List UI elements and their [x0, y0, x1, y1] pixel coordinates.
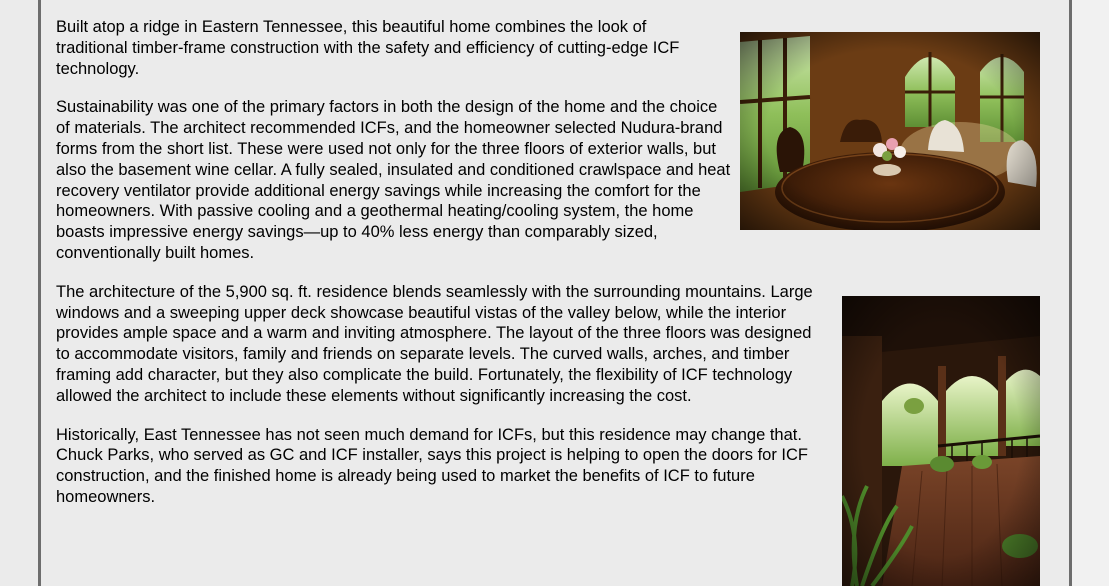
dining-room-photo [740, 32, 1040, 230]
article-text [56, 17, 826, 526]
right-gutter [1072, 0, 1109, 586]
paragraph-history: Historically, East Tennessee has not seen much demand for ICFs, but this residence may change that. Chuck Parks, who served as GC and ICF installer, says this project is helping to open the doors for ICF construction, and the finished home is already being used to market the benefits of ICF to future homeowners. [56, 425, 809, 506]
paragraph-sustainability: Sustainability was one of the primary factors in both the design of the home and the choice of materials. The architect recommended ICFs, and the homeowner selected Nudura-brand forms from the short list. These were used not only for the three floors of exterior walls, but also the basement wine cellar. A fully sealed, insulated and conditioned crawlspace and heat recovery ventilator provide additional energy savings while increasing the comfort for the homeowners. With passive cooling and a geothermal heating/cooling system, the home boasts impressive energy savings—up to 40% less energy than comparably sized, conventionally built homes. [56, 98, 731, 262]
paragraph-architecture: The architecture of the 5,900 sq. ft. residence blends seamlessly with the surrounding mountains. Large windows and a sweeping upper deck showcase beautiful vistas of the valley below, while the interior provides ample space and a warm and inviting atmosphere. The layout of the three floors was designed to accommodate visitors, family and friends on separate levels. The curved walls, arches, and timber framing add character, but they also complicate the build. Fortunately, the flexibility of ICF technology allowed the architect to include these elements without significantly increasing the cost. [56, 282, 813, 405]
paragraph-intro: Built atop a ridge in Eastern Tennessee, this beautiful home combines the look of traditional timber-frame construction with the safety and efficiency of cutting-edge ICF technology. [56, 18, 680, 78]
upper-deck-photo [842, 296, 1040, 586]
article-content [41, 0, 1069, 586]
